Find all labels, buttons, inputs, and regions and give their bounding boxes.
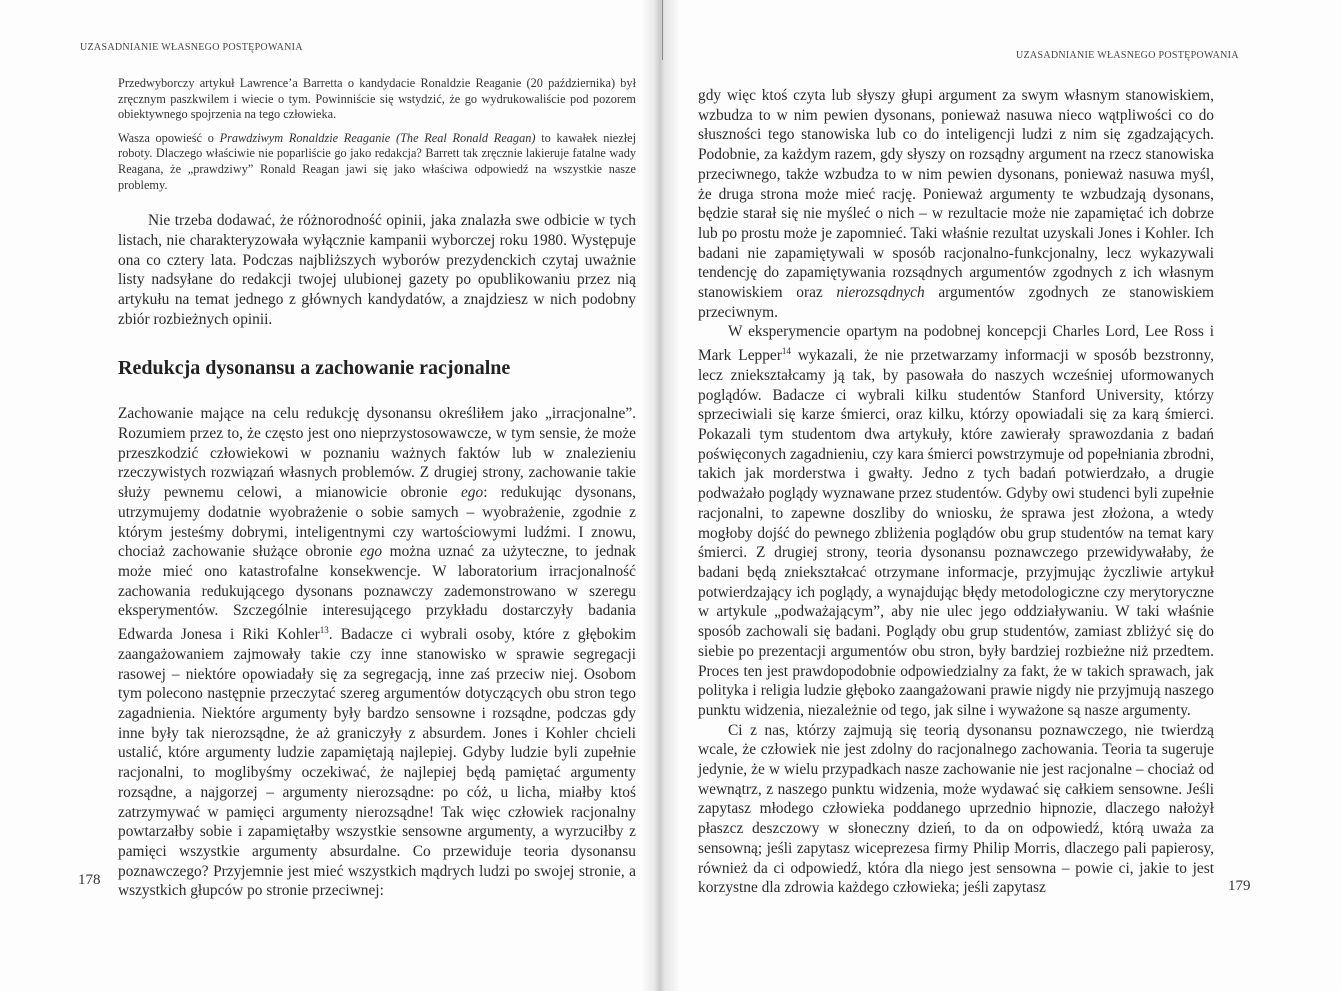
gutter-crease: [662, 0, 663, 60]
letter-2-title: Prawdziwym Ronaldzie Reaganie (The Real Ronald Reagan): [219, 130, 536, 145]
running-head-right: UZASADNIANIE WŁASNEGO POSTĘPOWANIA: [1016, 50, 1239, 61]
book-gutter: [641, 0, 679, 991]
paragraph-continuation: gdy więc ktoś czyta lub słyszy głupi argument za swym własnym stanowiskiem, wzbudza to w nim pewien dysonans, ponieważ nasuwa nieco wątpliwości co do słuszności tego stanowiska lub co do inteligencji ludzi z nim się zgadzających. Podobnie, za każdym razem, gdy słyszy on rozsądny argument na rzecz stanowiska przeciwnego, także wzbudza to w nim pewien dysonans, ponieważ nasuwa myśl, że druga strona może mieć rację. Ponieważ argumenty te wzbudzają dysonans, będzie starał się nie myśleć o nich – w rezultacie może nie zapamiętać ich dobrze lub po prostu może je zapomnieć. Taki właśnie rezultat uzyskali Jones i Kohler. Ich badani nie zapamiętywali w sposób racjonalno-funkcjonalny, lecz wykazywali tendencję do zapamiętywania rozsądnych argumentów zgodnych z ich własnym stanowiskiem oraz nierozsądnych argumentów zgodnych ze stanowiskiem przeciwnym.: [698, 87, 1214, 321]
paragraph-lord-ross-lepper: W eksperymencie opartym na podobnej koncepcji Charles Lord, Lee Ross i Mark Lepper$^{14}$ wykazali, że nie przetwarzamy informacji w sposób bezstronny, lecz zniekształcamy ją tak, by pasowała do naszych wcześniej uformowanych poglądów. Badacze ci wybrali kilku studentów Stanford University, którzy sprzeciwiali się karze śmierci, oraz kilku, którzy opowiadali się za karą śmierci. Pokazali tym studentom dwa artykuły, które zawierały sprawozdania z badań poświęconych zagadnieniu, czy kara śmierci powstrzymuje od popełniania zbrodni, takich jak morderstwa i gwałty. Jedno z tych badań potwierdzało, a drugie podważało poglądy wyznawane przez studentów. Gdyby owi studenci byli zupełnie racjonalni, to zapewne doszliby do wniosku, że sprawa jest złożona, a wtedy mogłoby dojść do pewnego zbliżenia poglądów obu grup studentów na temat kary śmierci. Z drugiej strony, teoria dysonansu poznawczego przewidywałaby, że badani będą zniekształcać otrzymane informacje, przyjmując życzliwie artykuł potwierdzający ich poglądy, a wynajdując błędy metodologiczne czy merytoryczne w artykule „podważającym”, aby nie ulec jego oddziaływaniu. W taki właśnie sposób zachowali się badani. Poglądy obu grup studentów, zamiast zbliżyć się do siebie po prezentacji argumentów obu stron, były bardziej rozbieżne niż przedtem. Proces ten jest prawdopodobnie odpowiedzialny za fakt, że w takich sprawach, jak polityka i religia ludzie głęboko zaangażowani prawie nigdy nie przyjmują naszego punktu widzenia, niezależnie od tego, jak silne i wyważone są nasze argumenty.: [698, 323, 1214, 719]
letters-block: [118, 76, 636, 193]
page-number-right: 179: [1228, 878, 1251, 894]
left-body: [118, 211, 636, 901]
paragraph-irrational: Zachowanie mające na celu redukcję dysonansu określiłem jako „irracjonalne”. Rozumiem przez to, że często jest ono nieprzystosowawcze, w tym sensie, że może przeszkodzić człowiekowi w poznaniu ważnych faktów lub w znalezieniu rzeczywistych rozwiązań własnych problemów. Z drugiej strony, zachowanie takie służy pewnemu celowi, a mianowicie obronie ego: redukując dysonans, utrzymujemy dodatnie wyobrażenie o sobie samych – wyobrażenie, zgodnie z którym jesteśmy dobrymi, inteligentnymi czy wartościowymi ludźmi. I znowu, chociaż zachowanie służące obronie ego można uznać za użyteczne, to jednak może mieć ono katastrofalne konsekwencje. W laboratorium irracjonalność zachowania redukującego dysonans poznawczy zademonstrowano w szeregu eksperymentów. Szczególnie interesującego przykładu dostarczyły badania Edwarda Jonesa i Riki Kohler$^{13}$. Badacze ci wybrali osoby, które z głębokim zaangażowaniem zajmowały takie czy inne stanowisko w sprawie segregacji rasowej – niektóre opowiadały się za segregacją, inne zaś przeciw niej. Osobom tym polecono następnie przeczytać szereg argumentów dotyczących obu stron tego zagadnienia. Niektóre argumenty były bardzo sensowne i rozsądne, podczas gdy inne były tak nierozsądne, że aż graniczyły z absurdem. Jones i Kohler chcieli ustalić, które argumenty ludzie zapamiętają najlepiej. Gdyby ludzie byli zupełnie racjonalni, to moglibyśmy oczekiwać, że najlepiej będą pamiętać argumenty rozsądne, a najgorzej – argumenty nierozsądne: po cóż, u licha, miałby ktoś zatrzymywać w pamięci argumenty nierozsądne! Tak więc człowiek racjonalny powtarzałby sobie i zapamiętałby wszystkie sensowne argumenty, a wyrzuciłby z pamięci wszystkie argumenty absurdalne. Co przewiduje teoria dysonansu poznawczego? Przyjemnie jest mieć wszystkich mądrych ludzi po swojej stronie, a wszystkich głupców po stronie przeciwnej:: [118, 405, 636, 900]
left-page: [118, 76, 636, 901]
paragraph-rationality: Ci z nas, którzy zajmują się teorią dysonansu poznawczego, nie twierdzą wcale, że człowiek nie jest zdolny do racjonalnego zachowania. Teoria ta sugeruje jedynie, że w wielu przypadkach nasze zachowanie nie jest racjonalne – chociaż od wewnątrz, z naszego punktu widzenia, może wydawać się całkiem sensowne. Jeśli zapytasz młodego człowieka poddanego uprzednio hipnozie, dlaczego nałożył płaszcz deszczowy w słoneczny dzień, to da on odpowiedź, którą uważa za sensowną; jeśli zapytasz wiceprezesa firmy Philip Morris, dlaczego pali papierosy, również da ci odpowiedź, która dla niego jest sensowna – powie ci, jakie to jest korzystne dla zdrowia każdego człowieka; jeśli zapytasz: [698, 721, 1214, 897]
letter-2: Wasza opowieść o Prawdziwym Ronaldzie Reaganie (The Real Ronald Reagan) to kawałek niezłej roboty. Dlaczego właściwie nie poparliście go jako redakcja? Barrett tak zręcznie lakieruje fatalne wady Reagana, że „prawdziwy” Ronald Reagan jawi się jako właściwa odpowiedź na wszystkie nasze problemy.: [118, 130, 636, 192]
section-title: Redukcja dysonansu a zachowanie racjonalne: [118, 357, 511, 380]
right-page: [698, 86, 1214, 898]
page-number-left: 178: [78, 872, 101, 888]
paragraph-diversity: Nie trzeba dodawać, że różnorodność opinii, jaka znalazła swe odbicie w tych listach, nie charakteryzowała wyłącznie kampanii wyborczej roku 1980. Występuje ona co cztery lata. Podczas najbliższych wyborów prezydenckich czytaj uważnie listy nadsyłane do redakcji twojej ulubionej gazety po opublikowaniu przez nią artykułu na temat jednego z głównych kandydatów, a znajdziesz w nich podobny zbiór rozbieżnych opinii.: [118, 212, 636, 328]
running-head-left: UZASADNIANIE WŁASNEGO POSTĘPOWANIA: [80, 42, 303, 53]
right-body: [698, 86, 1214, 898]
letter-1: Przedwyborczy artykuł Lawrence’a Barretta o kandydacie Ronaldzie Reaganie (20 października) był zręcznym paszkwilem i wiecie o tym. Powinniście się wstydzić, że go wydrukowaliście pod pozorem obiektywnego spojrzenia na tego człowieka.: [118, 76, 636, 122]
footnote-ref-13: 13: [319, 625, 329, 636]
footnote-ref-14: 14: [781, 346, 791, 357]
